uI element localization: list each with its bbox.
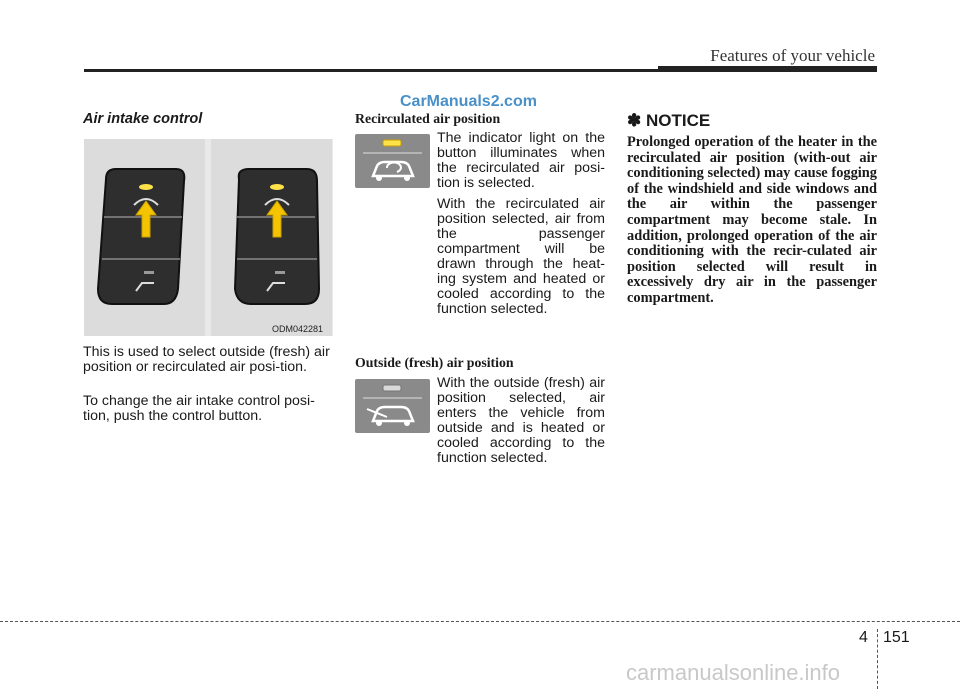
photo-panel-right	[211, 139, 332, 336]
footer-rule	[0, 621, 960, 622]
watermark-link[interactable]: CarManuals2.com	[400, 93, 537, 110]
recirculated-indicator-text: The indicator light on the button illuminates when the recirculated air posi-tion is selected.	[437, 130, 605, 191]
notice-text: Prolonged operation of the heater in the recirculated air position (with-out air conditioning selected) may cause fogging of the windshield and side windows and the air within the passenger compartment may become stale. In addition, prolonged operation of the air conditioning with the recir-culated air position selected will result in excessively dry air in the passenger compartment.	[627, 134, 877, 306]
outside-air-description: With the outside (fresh) air position selected, air enters the vehicle from outside and is heated or cooled according to the function selected.	[437, 375, 605, 466]
notice-title: NOTICE	[645, 111, 711, 130]
recirculated-title: Recirculated air position	[355, 111, 501, 126]
intro-paragraph: This is used to select outside (fresh) air position or recirculated air posi-tion.	[83, 344, 330, 375]
page-divider	[877, 629, 878, 689]
section-title: Air intake control	[83, 111, 203, 127]
header-rule-accent	[658, 66, 877, 72]
notice-heading	[627, 111, 710, 131]
chapter-number: 4	[859, 629, 868, 646]
instruction-paragraph: To change the air intake control posi-tion, push the control button.	[83, 393, 315, 424]
outside-air-icon	[355, 379, 430, 433]
air-intake-button-illustration	[84, 139, 205, 336]
watermark-bottom: carmanualsonline.info	[626, 660, 841, 685]
notice-symbol-icon: ✽	[627, 111, 642, 130]
recirculated-air-icon	[355, 134, 430, 188]
outside-air-title: Outside (fresh) air position	[355, 355, 514, 370]
control-button-photo	[84, 139, 333, 336]
air-intake-button-illustration-alt	[211, 139, 332, 336]
photo-panel-left	[84, 139, 205, 336]
page-number: 151	[883, 629, 910, 646]
photo-code: ODM042281	[272, 324, 324, 334]
recirculated-description: With the recirculated air position selected, air from the passenger compartment will be drawn through the heat-ing system and heated or cooled according to the function selected.	[437, 196, 605, 317]
header-title: Features of your vehicle	[710, 46, 875, 65]
